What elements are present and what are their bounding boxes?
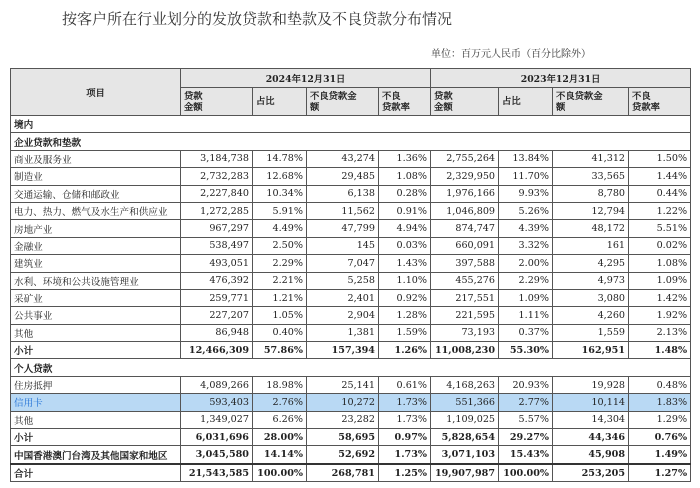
section-row-personal [11, 359, 691, 376]
cell-npl-ratio-2024: 1.73% [379, 394, 431, 411]
row-label: 房地产业 [11, 220, 181, 237]
cell-npl-2023: 8,780 [553, 185, 629, 202]
section-corporate: 企业贷款和垫款 [11, 133, 691, 150]
table-row [11, 324, 691, 341]
cell-npl-ratio-2024: 0.61% [379, 376, 431, 393]
cell-share-2024: 2.29% [253, 255, 307, 272]
row-label: 住房抵押 [11, 376, 181, 393]
cell-npl-2024: 58,695 [307, 429, 379, 446]
table-row [11, 202, 691, 219]
table-row [11, 289, 691, 306]
header-loan-2023: 贷款 金额 [431, 88, 499, 116]
header-loan-2024: 贷款 金额 [181, 88, 253, 116]
cell-loan-2024: 21,543,585 [181, 464, 253, 482]
cell-npl-ratio-2024: 1.08% [379, 168, 431, 185]
cell-npl-ratio-2023: 1.48% [629, 342, 691, 359]
cell-loan-2023: 221,595 [431, 307, 499, 324]
cell-share-2024: 0.40% [253, 324, 307, 341]
cell-share-2024: 57.86% [253, 342, 307, 359]
cell-loan-2024: 493,051 [181, 255, 253, 272]
cell-loan-2023: 2,329,950 [431, 168, 499, 185]
cell-npl-ratio-2023: 1.42% [629, 289, 691, 306]
cell-npl-2024: 5,258 [307, 272, 379, 289]
cell-npl-ratio-2023: 0.76% [629, 429, 691, 446]
row-label: 采矿业 [11, 289, 181, 306]
cell-share-2024: 14.14% [253, 446, 307, 464]
cell-npl-ratio-2023: 5.51% [629, 220, 691, 237]
cell-npl-ratio-2023: 2.13% [629, 324, 691, 341]
row-label: 合计 [11, 464, 181, 482]
cell-npl-ratio-2024: 1.36% [379, 150, 431, 167]
row-label: 交通运输、仓储和邮政业 [11, 185, 181, 202]
cell-npl-ratio-2023: 1.08% [629, 255, 691, 272]
row-label: 制造业 [11, 168, 181, 185]
section-row-corporate [11, 133, 691, 150]
cell-loan-2023: 874,747 [431, 220, 499, 237]
cell-share-2023: 11.70% [499, 168, 553, 185]
table-row [11, 150, 691, 167]
page-title: 按客户所在行业划分的发放贷款和垫款及不良贷款分布情况 [62, 10, 453, 28]
cell-npl-ratio-2023: 1.83% [629, 394, 691, 411]
table-row [11, 376, 691, 393]
cell-npl-2023: 41,312 [553, 150, 629, 167]
cell-share-2024: 5.91% [253, 202, 307, 219]
cell-npl-2024: 10,272 [307, 394, 379, 411]
cell-loan-2024: 476,392 [181, 272, 253, 289]
cell-npl-2024: 145 [307, 237, 379, 254]
cell-share-2024: 12.68% [253, 168, 307, 185]
header-npl-ratio-2023: 不良 贷款率 [629, 88, 691, 116]
cell-npl-2023: 253,205 [553, 464, 629, 482]
cell-npl-2023: 33,565 [553, 168, 629, 185]
cell-npl-ratio-2024: 0.97% [379, 429, 431, 446]
cell-npl-ratio-2023: 1.50% [629, 150, 691, 167]
cell-loan-2024: 259,771 [181, 289, 253, 306]
cell-npl-ratio-2023: 1.22% [629, 202, 691, 219]
cell-share-2024: 18.98% [253, 376, 307, 393]
loan-distribution-table [10, 68, 691, 482]
cell-share-2023: 2.00% [499, 255, 553, 272]
cell-loan-2023: 455,276 [431, 272, 499, 289]
cell-share-2024: 14.78% [253, 150, 307, 167]
cell-npl-2024: 47,799 [307, 220, 379, 237]
section-domestic: 境内 [11, 116, 691, 133]
cell-share-2023: 9.93% [499, 185, 553, 202]
cell-share-2023: 2.29% [499, 272, 553, 289]
cell-loan-2023: 11,008,230 [431, 342, 499, 359]
cell-npl-ratio-2023: 0.02% [629, 237, 691, 254]
section-row-domestic [11, 116, 691, 133]
cell-loan-2024: 3,045,580 [181, 446, 253, 464]
cell-npl-2024: 268,781 [307, 464, 379, 482]
cell-share-2023: 5.26% [499, 202, 553, 219]
cell-share-2024: 2.50% [253, 237, 307, 254]
row-label: 建筑业 [11, 255, 181, 272]
section-personal: 个人贷款 [11, 359, 691, 376]
table-row [11, 272, 691, 289]
header-npl-2024: 不良贷款金 额 [307, 88, 379, 116]
header-share-2023: 占比 [499, 88, 553, 116]
cell-share-2024: 1.21% [253, 289, 307, 306]
cell-share-2024: 2.21% [253, 272, 307, 289]
cell-share-2023: 3.32% [499, 237, 553, 254]
cell-npl-2023: 4,260 [553, 307, 629, 324]
cell-loan-2024: 6,031,696 [181, 429, 253, 446]
cell-share-2024: 4.49% [253, 220, 307, 237]
header-npl-2023: 不良贷款金 额 [553, 88, 629, 116]
cell-npl-ratio-2023: 0.48% [629, 376, 691, 393]
cell-share-2024: 10.34% [253, 185, 307, 202]
cell-npl-2024: 25,141 [307, 376, 379, 393]
cell-loan-2024: 12,466,309 [181, 342, 253, 359]
row-overseas [11, 446, 691, 464]
row-label: 中国香港澳门台湾及其他国家和地区 [11, 446, 181, 464]
cell-loan-2024: 3,184,738 [181, 150, 253, 167]
cell-loan-2023: 1,976,166 [431, 185, 499, 202]
cell-share-2023: 55.30% [499, 342, 553, 359]
header-period-2023: 2023年12月31日 [431, 69, 691, 88]
cell-loan-2024: 1,349,027 [181, 411, 253, 428]
cell-share-2023: 0.37% [499, 324, 553, 341]
cell-npl-2023: 45,908 [553, 446, 629, 464]
cell-share-2023: 1.09% [499, 289, 553, 306]
cell-share-2024: 100.00% [253, 464, 307, 482]
cell-npl-2023: 162,951 [553, 342, 629, 359]
row-label: 小计 [11, 429, 181, 446]
cell-loan-2023: 5,828,654 [431, 429, 499, 446]
cell-npl-2023: 3,080 [553, 289, 629, 306]
cell-share-2023: 100.00% [499, 464, 553, 482]
cell-npl-2023: 4,973 [553, 272, 629, 289]
cell-npl-ratio-2024: 1.59% [379, 324, 431, 341]
cell-loan-2023: 2,755,264 [431, 150, 499, 167]
cell-loan-2023: 551,366 [431, 394, 499, 411]
row-label: 金融业 [11, 237, 181, 254]
row-label: 商业及服务业 [11, 150, 181, 167]
row-total [11, 464, 691, 482]
cell-npl-ratio-2023: 1.27% [629, 464, 691, 482]
cell-npl-ratio-2023: 1.92% [629, 307, 691, 324]
cell-loan-2024: 2,732,283 [181, 168, 253, 185]
unit-note: 单位：百万元人民币（百分比除外） [431, 49, 591, 60]
cell-loan-2024: 4,089,266 [181, 376, 253, 393]
cell-loan-2024: 2,227,840 [181, 185, 253, 202]
cell-npl-2024: 2,904 [307, 307, 379, 324]
cell-share-2024: 28.00% [253, 429, 307, 446]
cell-npl-ratio-2023: 0.44% [629, 185, 691, 202]
cell-npl-2024: 1,381 [307, 324, 379, 341]
cell-share-2023: 13.84% [499, 150, 553, 167]
table-row [11, 411, 691, 428]
cell-npl-ratio-2024: 1.73% [379, 411, 431, 428]
cell-npl-2023: 48,172 [553, 220, 629, 237]
row-label: 小计 [11, 342, 181, 359]
table-row [11, 237, 691, 254]
table-row [11, 394, 691, 411]
cell-npl-2024: 52,692 [307, 446, 379, 464]
cell-npl-2023: 12,794 [553, 202, 629, 219]
cell-loan-2024: 1,272,285 [181, 202, 253, 219]
cell-npl-ratio-2024: 0.91% [379, 202, 431, 219]
row-label: 电力、热力、燃气及水生产和供应业 [11, 202, 181, 219]
cell-loan-2023: 4,168,263 [431, 376, 499, 393]
cell-share-2023: 15.43% [499, 446, 553, 464]
cell-npl-ratio-2024: 1.73% [379, 446, 431, 464]
cell-share-2023: 2.77% [499, 394, 553, 411]
cell-npl-2024: 23,282 [307, 411, 379, 428]
cell-share-2023: 4.39% [499, 220, 553, 237]
cell-npl-ratio-2024: 0.28% [379, 185, 431, 202]
cell-npl-2023: 1,559 [553, 324, 629, 341]
cell-loan-2023: 3,071,103 [431, 446, 499, 464]
cell-npl-ratio-2024: 4.94% [379, 220, 431, 237]
cell-npl-2024: 11,562 [307, 202, 379, 219]
cell-loan-2023: 397,588 [431, 255, 499, 272]
table-row [11, 255, 691, 272]
cell-share-2024: 6.26% [253, 411, 307, 428]
cell-share-2023: 20.93% [499, 376, 553, 393]
row-label: 公共事业 [11, 307, 181, 324]
row-label: 其他 [11, 411, 181, 428]
cell-npl-2024: 6,138 [307, 185, 379, 202]
row-label: 信用卡 [11, 394, 181, 411]
cell-share-2024: 1.05% [253, 307, 307, 324]
cell-loan-2023: 660,091 [431, 237, 499, 254]
cell-npl-2024: 29,485 [307, 168, 379, 185]
cell-npl-2023: 4,295 [553, 255, 629, 272]
cell-npl-2024: 7,047 [307, 255, 379, 272]
cell-npl-2023: 10,114 [553, 394, 629, 411]
cell-npl-ratio-2023: 1.09% [629, 272, 691, 289]
cell-npl-ratio-2023: 1.44% [629, 168, 691, 185]
cell-npl-ratio-2024: 1.25% [379, 464, 431, 482]
header-npl-ratio-2024: 不良 贷款率 [379, 88, 431, 116]
cell-npl-2023: 19,928 [553, 376, 629, 393]
cell-npl-2024: 157,394 [307, 342, 379, 359]
cell-loan-2023: 217,551 [431, 289, 499, 306]
cell-share-2023: 5.57% [499, 411, 553, 428]
cell-npl-ratio-2024: 0.92% [379, 289, 431, 306]
cell-npl-2023: 44,346 [553, 429, 629, 446]
cell-share-2023: 29.27% [499, 429, 553, 446]
cell-npl-2023: 14,304 [553, 411, 629, 428]
cell-loan-2024: 538,497 [181, 237, 253, 254]
cell-loan-2023: 1,046,809 [431, 202, 499, 219]
table-body [11, 116, 691, 482]
row-corporate-subtotal [11, 342, 691, 359]
table-row [11, 307, 691, 324]
cell-loan-2023: 1,109,025 [431, 411, 499, 428]
row-label: 其他 [11, 324, 181, 341]
cell-loan-2023: 73,193 [431, 324, 499, 341]
cell-loan-2024: 967,297 [181, 220, 253, 237]
cell-loan-2024: 86,948 [181, 324, 253, 341]
cell-npl-ratio-2024: 1.26% [379, 342, 431, 359]
cell-npl-2024: 2,401 [307, 289, 379, 306]
table-row [11, 220, 691, 237]
cell-share-2024: 2.76% [253, 394, 307, 411]
cell-loan-2024: 227,207 [181, 307, 253, 324]
table-row [11, 168, 691, 185]
cell-npl-ratio-2023: 1.49% [629, 446, 691, 464]
cell-npl-ratio-2024: 1.28% [379, 307, 431, 324]
row-label: 水利、环境和公共设施管理业 [11, 272, 181, 289]
header-period-2024: 2024年12月31日 [181, 69, 431, 88]
cell-npl-ratio-2024: 1.43% [379, 255, 431, 272]
cell-npl-ratio-2024: 0.03% [379, 237, 431, 254]
cell-loan-2023: 19,907,987 [431, 464, 499, 482]
header-share-2024: 占比 [253, 88, 307, 116]
table-row [11, 185, 691, 202]
cell-npl-2023: 161 [553, 237, 629, 254]
header-item: 项目 [11, 69, 181, 116]
row-personal-subtotal [11, 429, 691, 446]
cell-npl-ratio-2023: 1.29% [629, 411, 691, 428]
cell-share-2023: 1.11% [499, 307, 553, 324]
cell-loan-2024: 593,403 [181, 394, 253, 411]
cell-npl-2024: 43,274 [307, 150, 379, 167]
cell-npl-ratio-2024: 1.10% [379, 272, 431, 289]
